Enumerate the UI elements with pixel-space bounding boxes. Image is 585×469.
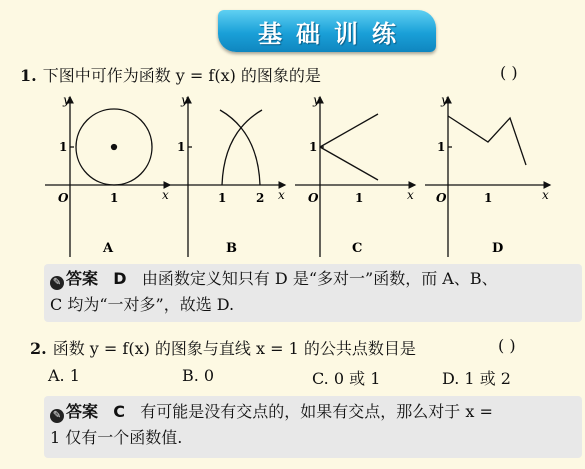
answer-2-text-1: 有可能是没有交点的，如果有交点，那么对于 x = bbox=[140, 402, 493, 421]
question-1 bbox=[20, 63, 321, 86]
option-c: C. 0 或 1 bbox=[312, 369, 381, 388]
answer-icon: ✎ bbox=[50, 276, 64, 290]
question-1-number: 1. bbox=[20, 66, 37, 85]
graph-d-y-tick-label: 1 bbox=[437, 140, 446, 154]
graph-c-origin: O bbox=[308, 191, 319, 205]
graph-d-origin: O bbox=[436, 191, 447, 205]
question-1-answer-blank: ( ) bbox=[500, 63, 518, 82]
graph-d-y-label: y bbox=[441, 93, 448, 107]
answer-1-text-1: 由函数定义知只有 D 是“多对一”函数，而 A、B、 bbox=[141, 269, 498, 288]
answer-1-head: 答案 bbox=[66, 269, 99, 288]
graph-b-label: B bbox=[226, 241, 237, 256]
graph-a-x-label: x bbox=[162, 188, 169, 202]
graph-c bbox=[295, 97, 415, 257]
banner-title: 基础训练 bbox=[258, 19, 410, 48]
answer-1 bbox=[50, 266, 580, 318]
question-1-text: 下图中可作为函数 y = f(x) 的图象的是 bbox=[42, 66, 321, 85]
answer-2-text-2: 1 仅有一个函数值. bbox=[50, 428, 183, 447]
graph-a-y-label: y bbox=[63, 93, 70, 107]
answer-2-line-1 bbox=[50, 399, 580, 425]
section-banner bbox=[218, 10, 436, 52]
option-d: D. 1 或 2 bbox=[442, 369, 511, 388]
question-1-graphs bbox=[30, 92, 570, 267]
graph-d-label: D bbox=[492, 241, 504, 256]
graph-b-curve-left bbox=[222, 110, 262, 185]
graph-b-x-tick-2: 2 bbox=[256, 191, 265, 205]
graph-c-x-label: x bbox=[407, 188, 414, 202]
graph-c-y-label: y bbox=[313, 93, 320, 107]
graph-a-center-dot bbox=[112, 145, 117, 150]
graph-c-label: C bbox=[352, 241, 363, 256]
answer-icon: ✎ bbox=[50, 409, 64, 423]
graph-a-y-tick-label: 1 bbox=[59, 140, 68, 154]
question-2-answer-blank: ( ) bbox=[498, 336, 516, 355]
graph-d-x-label: x bbox=[542, 188, 549, 202]
graph-a-label: A bbox=[103, 241, 114, 256]
answer-1-letter: D bbox=[113, 269, 127, 288]
graph-b-x-label: x bbox=[278, 188, 285, 202]
answer-2-head: 答案 bbox=[66, 402, 99, 421]
graph-b-y-label: y bbox=[181, 93, 188, 107]
answer-1-text-2: C 均为“一对多”，故选 D. bbox=[50, 295, 235, 314]
answer-2 bbox=[50, 399, 580, 451]
option-a: A. 1 bbox=[48, 366, 80, 385]
answer-2-letter: C bbox=[113, 402, 126, 421]
graph-d-x-tick-label: 1 bbox=[484, 191, 493, 205]
answer-1-line-1 bbox=[50, 266, 580, 292]
graph-c-y-tick-label: 1 bbox=[309, 140, 318, 154]
graph-b-curve-right bbox=[220, 110, 260, 185]
graph-b-x-tick-1: 1 bbox=[218, 191, 227, 205]
graph-a-origin: O bbox=[58, 191, 69, 205]
graph-a bbox=[45, 97, 170, 257]
question-2-number: 2. bbox=[30, 339, 47, 358]
graph-d-polyline bbox=[448, 116, 526, 165]
graph-c-x-tick-label: 1 bbox=[355, 191, 364, 205]
question-2 bbox=[30, 336, 416, 359]
graph-a-x-tick-label: 1 bbox=[110, 191, 119, 205]
graph-c-upper-ray bbox=[320, 114, 378, 147]
graph-d bbox=[425, 97, 550, 257]
graph-b bbox=[170, 97, 285, 257]
graph-b-y-tick-label: 1 bbox=[177, 140, 186, 154]
option-b: B. 0 bbox=[182, 366, 215, 385]
question-2-text: 函数 y = f(x) 的图象与直线 x = 1 的公共点数目是 bbox=[52, 339, 416, 358]
graph-c-lower-ray bbox=[320, 147, 378, 180]
